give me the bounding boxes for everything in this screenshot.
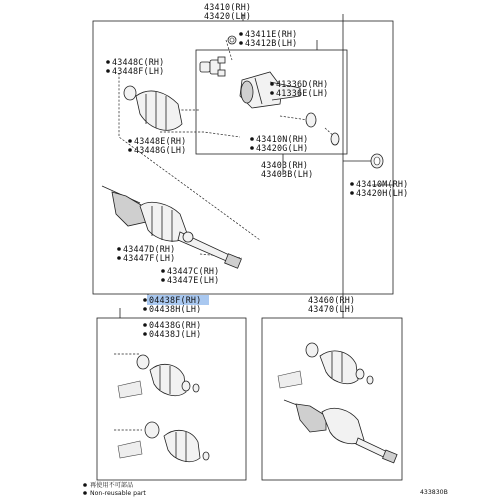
callout-04438f[interactable]: 04438F(RH) — [149, 295, 202, 305]
legend-text-en: Non-reusable part — [90, 490, 146, 497]
legend — [83, 481, 146, 497]
boot-clamp-43448c — [124, 86, 136, 100]
callout-43447f[interactable]: 43447F(LH) — [123, 253, 176, 263]
clip-43411e — [228, 36, 236, 44]
callout-43447d[interactable]: 43447D(RH) — [123, 244, 176, 254]
callout-43447c[interactable]: 43447C(RH) — [167, 266, 220, 276]
callout-04438g[interactable]: 04438G(RH) — [149, 320, 202, 330]
callout-43448f[interactable]: 43448F(LH) — [112, 66, 165, 76]
legend-text-jp: 再使用不可部品 — [90, 482, 134, 489]
snap-ring-43420g — [331, 133, 339, 145]
complete-shaft-assy — [278, 343, 397, 463]
callout-43410m[interactable]: 43410M(RH) — [356, 179, 409, 189]
callout-43403[interactable]: 43403(RH) — [261, 160, 309, 170]
callout-41336d[interactable]: 41336D(RH) — [276, 79, 329, 89]
callout-43410[interactable]: 43410(RH) — [204, 2, 252, 12]
callout-43420[interactable]: 43420(LH) — [204, 11, 252, 21]
callout-41336e[interactable]: 41336E(LH) — [276, 88, 329, 98]
callout-04438j[interactable]: 04438J(LH) — [149, 329, 202, 339]
callout-04438h[interactable]: 04438H(LH) — [149, 304, 202, 314]
tripod-joint — [200, 57, 225, 76]
callout-43448e[interactable]: 43448E(RH) — [134, 136, 187, 146]
seal-43410m — [371, 154, 383, 168]
callout-43420h[interactable]: 43420H(LH) — [356, 188, 409, 198]
legend-bullet-en — [83, 491, 87, 495]
callout-43447e[interactable]: 43447E(LH) — [167, 275, 220, 285]
non-reusable-markers — [106, 32, 354, 336]
callout-43411e[interactable]: 43411E(RH) — [245, 29, 298, 39]
callout-43420g[interactable]: 43420G(LH) — [256, 143, 309, 153]
callout-43470[interactable]: 43470(LH) — [308, 304, 356, 314]
legend-bullet-jp — [83, 483, 87, 487]
seal-43410n — [306, 113, 316, 127]
callout-43460[interactable]: 43460(RH) — [308, 295, 356, 305]
callout-43412b[interactable]: 43412B(LH) — [245, 38, 298, 48]
callout-43448g[interactable]: 43448G(LH) — [134, 145, 187, 155]
callout-43410n[interactable]: 43410N(RH) — [256, 134, 309, 144]
callout-43403b[interactable]: 43403B(LH) — [261, 169, 314, 179]
kit-boot-upper — [118, 355, 199, 398]
kit-boot-lower — [118, 422, 209, 462]
callout-43448c[interactable]: 43448C(RH) — [112, 57, 165, 67]
boot-43448e — [136, 91, 182, 130]
figure-id: 433830B — [420, 489, 448, 496]
